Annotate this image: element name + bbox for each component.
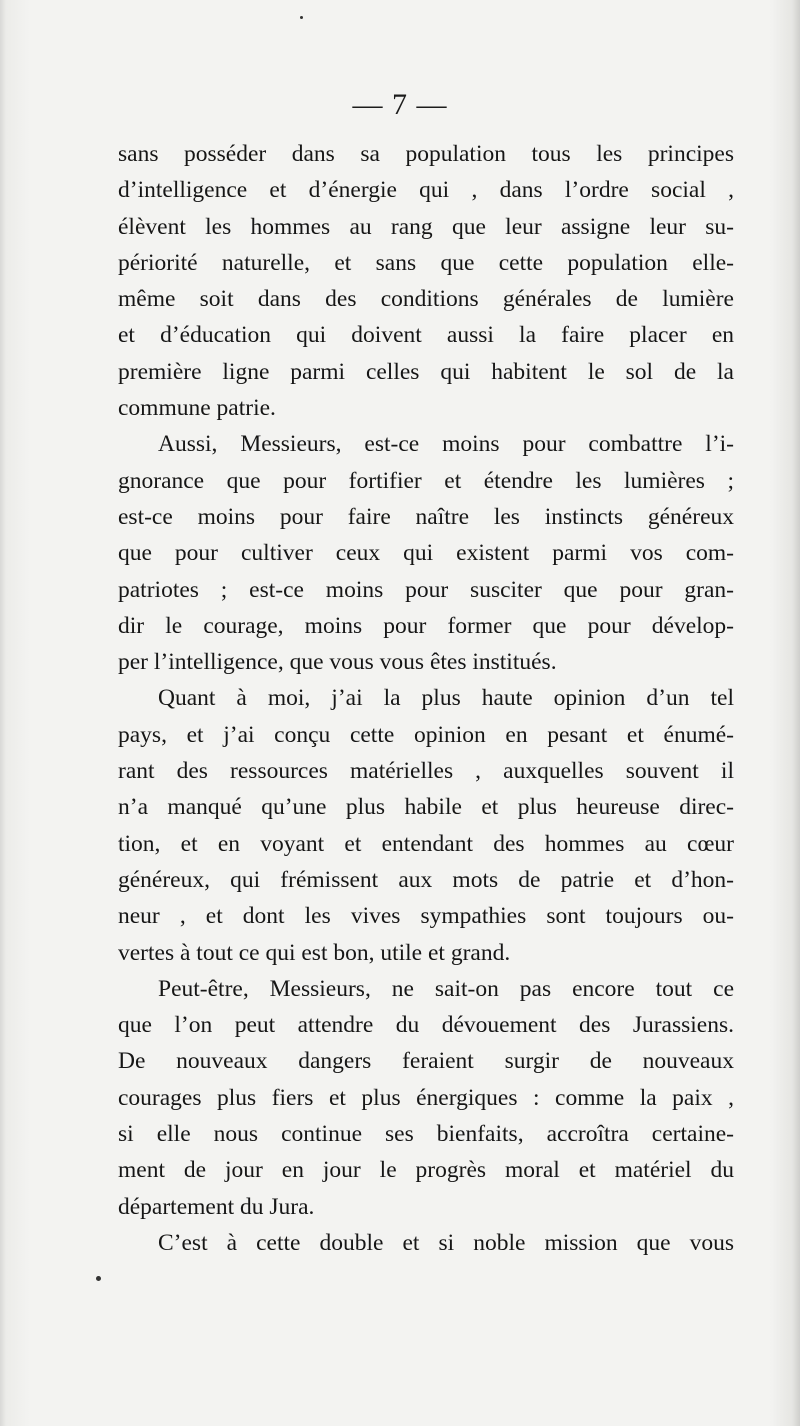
text-line: d’intelligence et d’énergie qui , dans l’ordre social , — [118, 177, 734, 204]
text-line: C’est à cette double et si noble mission que vous — [158, 1229, 734, 1256]
text-line: per l’intelligence, que vous vous êtes institués. — [118, 649, 557, 676]
text-line: tion, et en voyant et entendant des hommes au cœur — [118, 830, 734, 857]
text-line: patriotes ; est-ce moins pour susciter que pour gran- — [118, 576, 734, 603]
text-line: Aussi, Messieurs, est-ce moins pour combattre l’i- — [158, 431, 734, 458]
text-line: que pour cultiver ceux qui existent parmi vos com- — [118, 540, 734, 567]
text-line: département du Jura. — [118, 1193, 315, 1220]
text-line: Peut-être, Messieurs, ne sait-on pas encore tout ce — [158, 975, 734, 1002]
text-line: gnorance que pour fortifier et étendre les lumières ; — [118, 467, 734, 494]
text-line: rant des ressources matérielles , auxquelles souvent il — [118, 758, 734, 785]
text-line: même soit dans des conditions générales de lumière — [118, 286, 734, 313]
body-text — [118, 136, 734, 1261]
page-number: — 7 — — [352, 88, 448, 121]
text-line: vertes à tout ce qui est bon, utile et grand. — [118, 939, 511, 966]
ink-speck — [300, 16, 303, 19]
text-line: et d’éducation qui doivent aussi la faire placer en — [118, 322, 734, 349]
text-line: n’a manqué qu’une plus habile et plus heureuse direc- — [118, 794, 734, 821]
text-line: pays, et j’ai conçu cette opinion en pesant et énumé- — [118, 721, 734, 748]
text-line: première ligne parmi celles qui habitent le sol de la — [118, 358, 734, 385]
text-line: commune patrie. — [118, 395, 276, 422]
text-line: ment de jour en jour le progrès moral et matériel du — [118, 1157, 734, 1184]
text-line: généreux, qui frémissent aux mots de patrie et d’hon- — [118, 866, 734, 893]
text-line: que l’on peut attendre du dévouement des Jurassiens. — [118, 1012, 734, 1039]
text-line: neur , et dont les vives sympathies sont toujours ou- — [118, 903, 734, 930]
ink-speck — [96, 1276, 101, 1281]
text-line: élèvent les hommes au rang que leur assigne leur su- — [118, 213, 734, 240]
text-line: est-ce moins pour faire naître les instincts généreux — [118, 503, 734, 530]
text-line: Quant à moi, j’ai la plus haute opinion d’un tel — [158, 685, 734, 712]
text-line: périorité naturelle, et sans que cette population elle- — [118, 249, 734, 276]
text-line: sans posséder dans sa population tous les principes — [118, 141, 734, 167]
text-line: De nouveaux dangers feraient surgir de nouveaux — [118, 1048, 734, 1075]
text-line: dir le courage, moins pour former que pour dévelop- — [118, 612, 734, 639]
text-line: courages plus fiers et plus énergiques : comme la paix , — [118, 1084, 734, 1111]
text-line: si elle nous continue ses bienfaits, accroîtra certaine- — [118, 1121, 734, 1148]
